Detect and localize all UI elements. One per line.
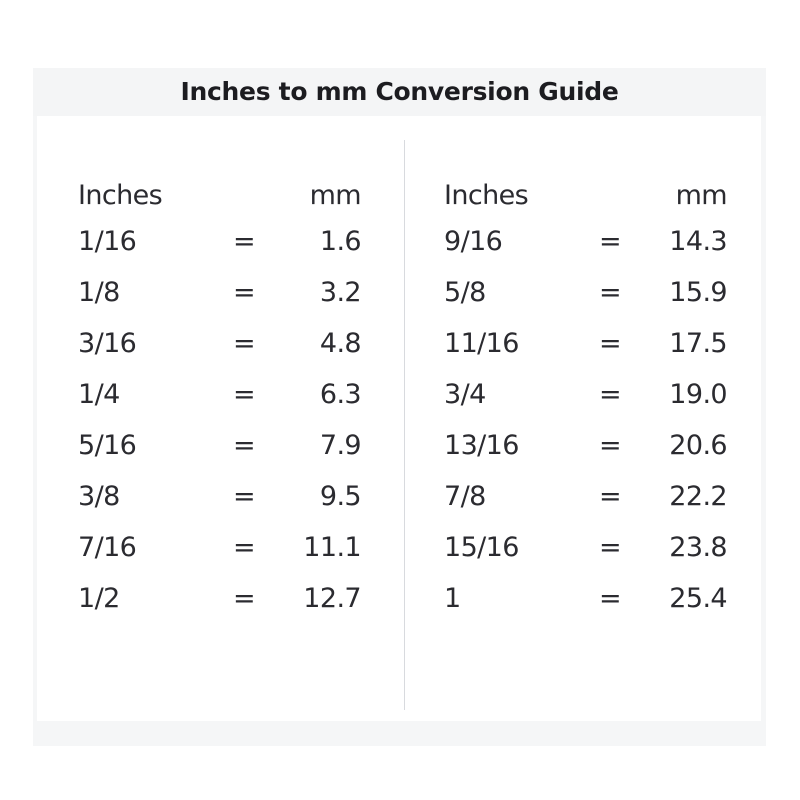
cell-inches: 1/16: [78, 226, 137, 257]
table-row: [78, 481, 368, 532]
cell-equals: =: [233, 481, 256, 512]
table-row: [444, 481, 734, 532]
cell-equals: =: [233, 328, 256, 359]
cell-inches: 1: [444, 583, 461, 614]
table-row: [444, 379, 734, 430]
conversion-column-right: [399, 116, 761, 721]
cell-equals: =: [233, 532, 256, 563]
cell-mm: 12.7: [303, 583, 361, 614]
cell-inches: 1/2: [78, 583, 120, 614]
table-row: [444, 583, 734, 634]
cell-mm: 19.0: [669, 379, 727, 410]
column-header-inches: Inches: [444, 180, 529, 211]
cell-mm: 25.4: [669, 583, 727, 614]
conversion-table-right: [444, 180, 734, 634]
table-header-row: [444, 180, 734, 226]
cell-equals: =: [233, 430, 256, 461]
title-band: [33, 68, 766, 116]
cell-mm: 7.9: [319, 430, 361, 461]
cell-equals: =: [599, 532, 622, 563]
cell-mm: 23.8: [669, 532, 727, 563]
table-row: [444, 328, 734, 379]
cell-mm: 17.5: [669, 328, 727, 359]
column-header-inches: Inches: [78, 180, 163, 211]
table-row: [78, 430, 368, 481]
conversion-column-left: [37, 116, 399, 721]
table-row: [444, 277, 734, 328]
cell-inches: 11/16: [444, 328, 519, 359]
cell-mm: 22.2: [669, 481, 727, 512]
cell-mm: 1.6: [319, 226, 361, 257]
table-row: [444, 226, 734, 277]
cell-inches: 1/4: [78, 379, 120, 410]
cell-inches: 3/4: [444, 379, 486, 410]
cell-inches: 7/8: [444, 481, 486, 512]
table-header-row: [78, 180, 368, 226]
cell-mm: 14.3: [669, 226, 727, 257]
cell-mm: 6.3: [319, 379, 361, 410]
cell-inches: 13/16: [444, 430, 519, 461]
table-row: [78, 277, 368, 328]
conversion-columns: [37, 116, 761, 721]
cell-inches: 7/16: [78, 532, 137, 563]
table-row: [78, 226, 368, 277]
cell-inches: 1/8: [78, 277, 120, 308]
page-title: Inches to mm Conversion Guide: [180, 77, 619, 106]
cell-equals: =: [233, 379, 256, 410]
cell-inches: 5/8: [444, 277, 486, 308]
table-row: [78, 379, 368, 430]
cell-inches: 9/16: [444, 226, 503, 257]
cell-inches: 15/16: [444, 532, 519, 563]
cell-equals: =: [599, 430, 622, 461]
cell-equals: =: [599, 226, 622, 257]
cell-equals: =: [599, 583, 622, 614]
cell-equals: =: [233, 277, 256, 308]
cell-equals: =: [233, 226, 256, 257]
table-row: [78, 328, 368, 379]
cell-mm: 20.6: [669, 430, 727, 461]
cell-inches: 5/16: [78, 430, 137, 461]
column-header-mm: mm: [675, 180, 727, 211]
cell-equals: =: [599, 328, 622, 359]
cell-mm: 11.1: [303, 532, 361, 563]
cell-equals: =: [233, 583, 256, 614]
cell-mm: 4.8: [319, 328, 361, 359]
cell-mm: 15.9: [669, 277, 727, 308]
cell-inches: 3/8: [78, 481, 120, 512]
column-header-mm: mm: [309, 180, 361, 211]
table-row: [444, 532, 734, 583]
cell-mm: 3.2: [319, 277, 361, 308]
cell-equals: =: [599, 277, 622, 308]
cell-equals: =: [599, 379, 622, 410]
cell-inches: 3/16: [78, 328, 137, 359]
conversion-table-left: [78, 180, 368, 634]
cell-mm: 9.5: [319, 481, 361, 512]
table-row: [78, 583, 368, 634]
table-row: [78, 532, 368, 583]
cell-equals: =: [599, 481, 622, 512]
table-row: [444, 430, 734, 481]
